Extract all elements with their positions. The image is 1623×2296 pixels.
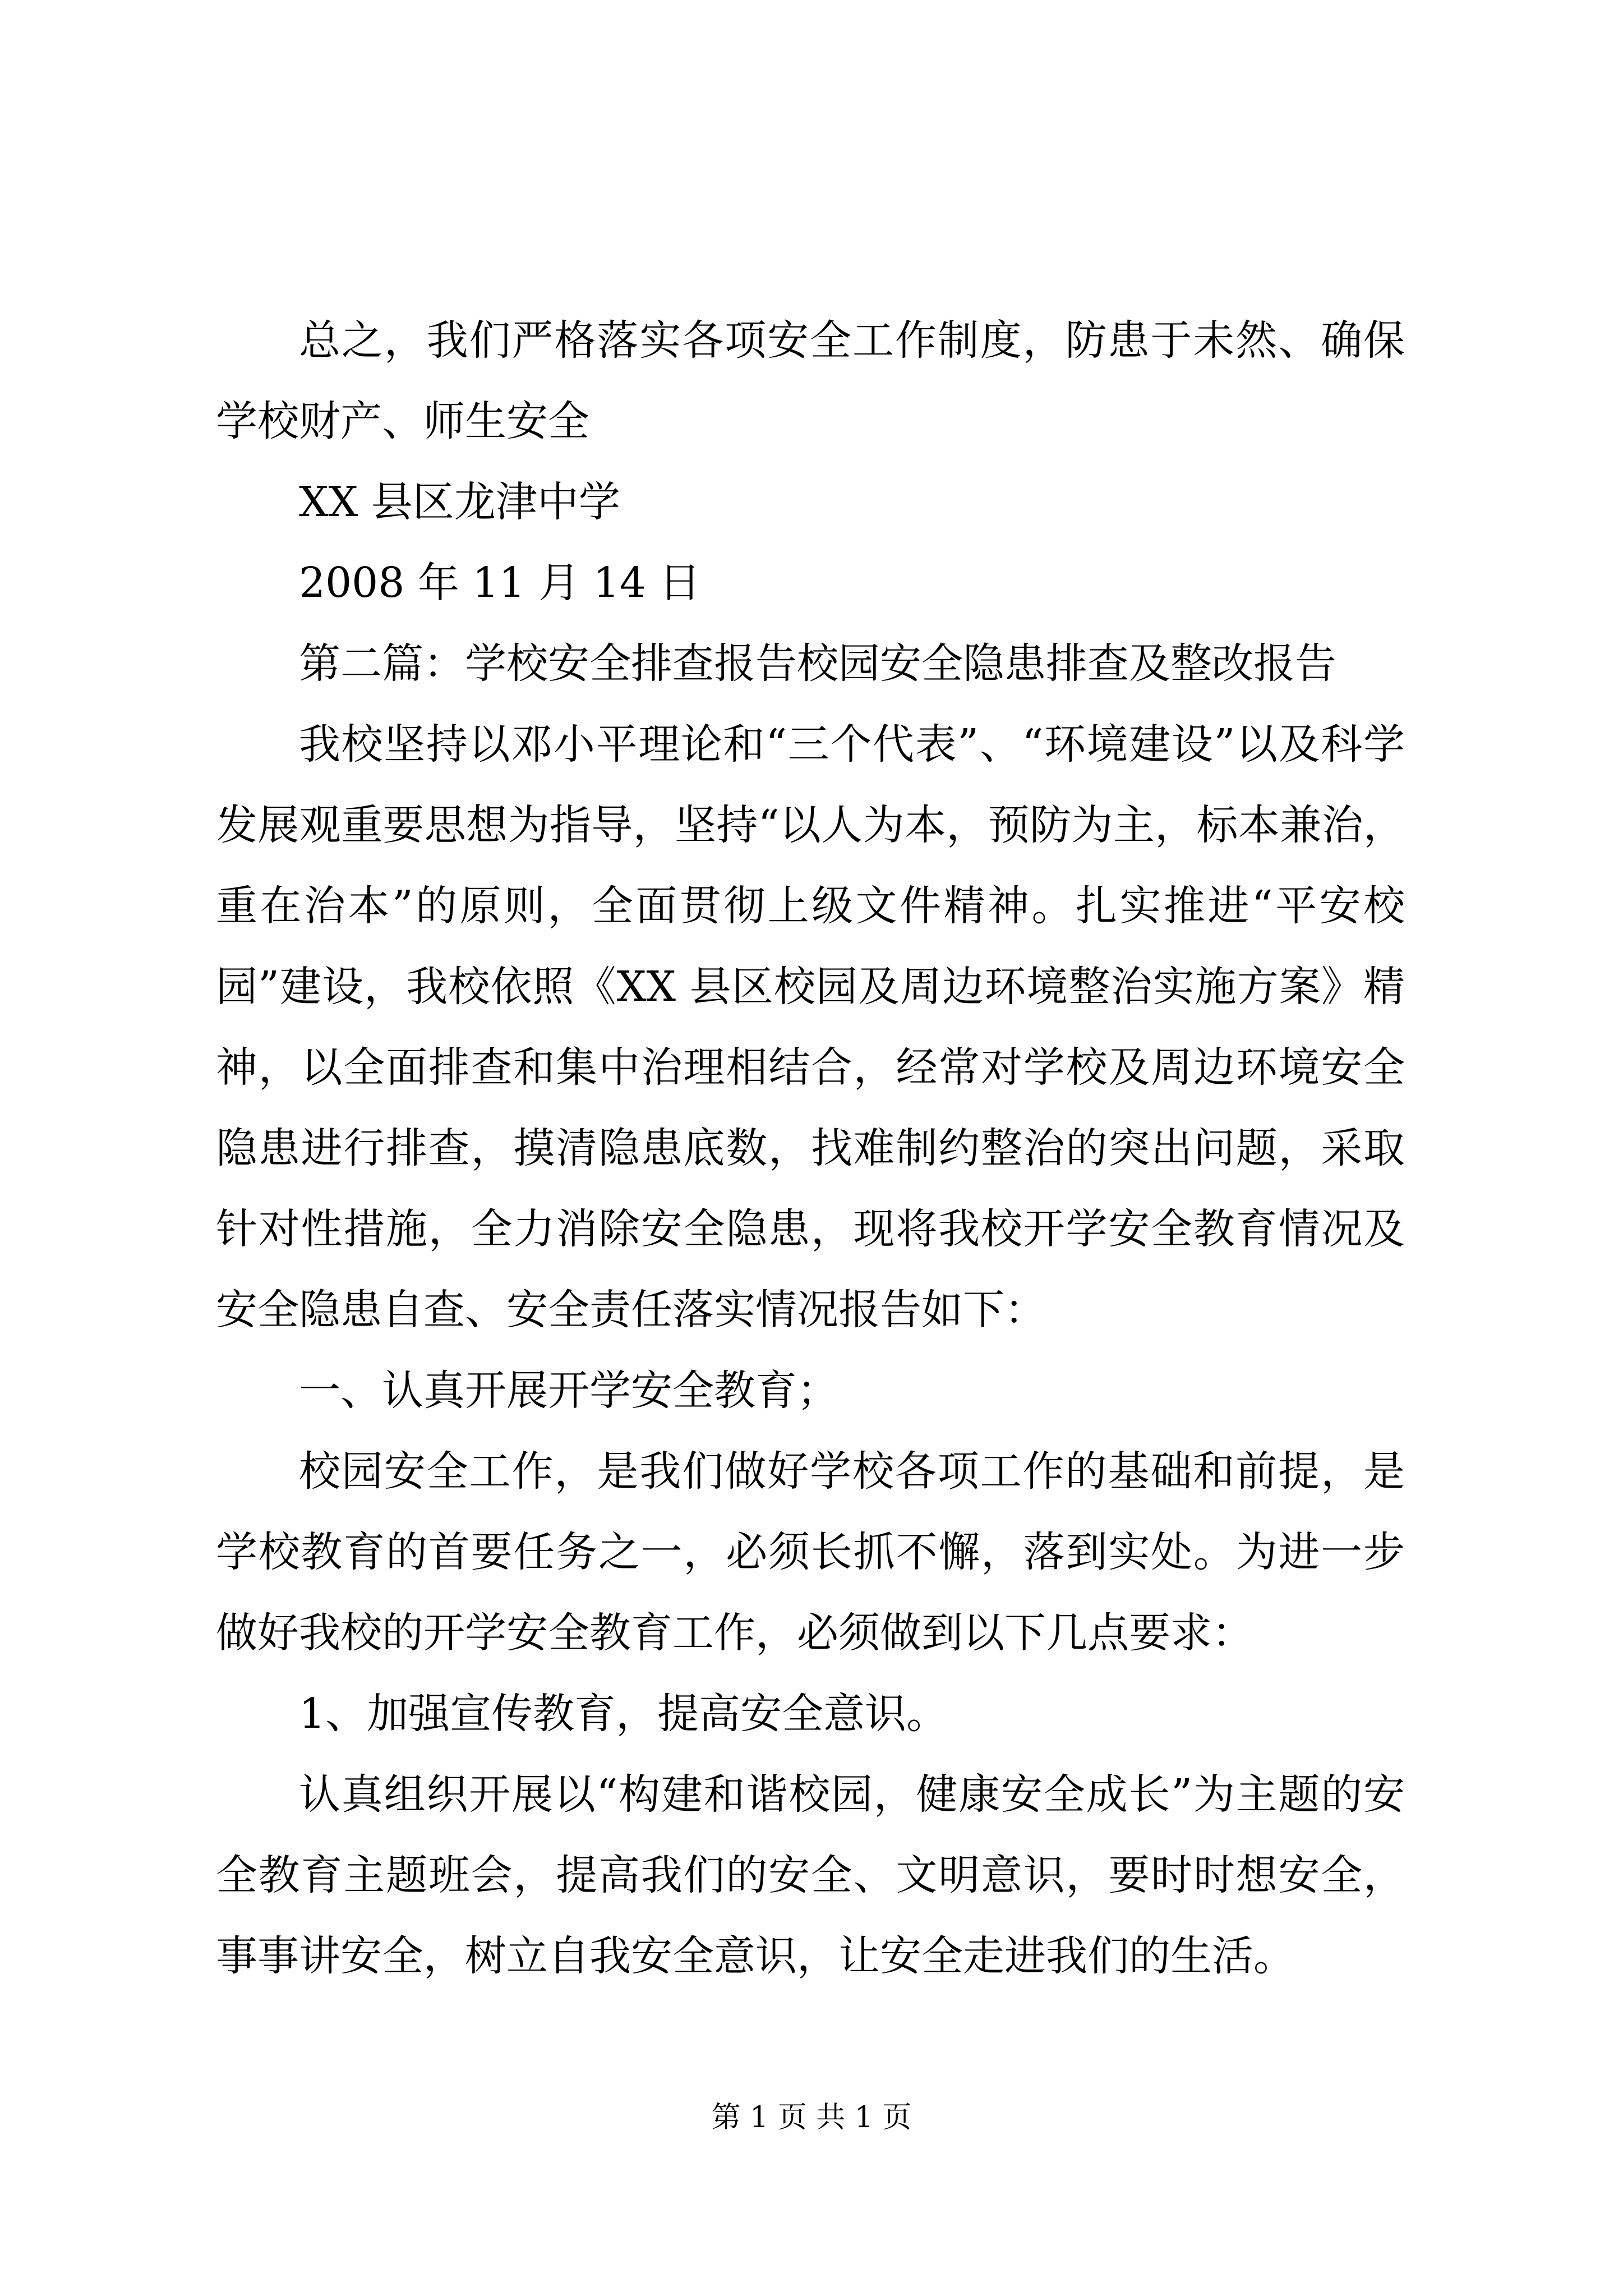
- paragraph-date: 2008 年 11 月 14 日: [299, 559, 701, 607]
- paragraph-school-name: XX 县区龙津中学: [299, 478, 620, 526]
- paragraph-class-meeting: 认真组织开展以“构建和谐校园，健康安全成长”为主题的安全教育主题班会，提高我们的安全、文明意识，要时时想安全，事事讲安全，树立自我安全意识，让安全走进我们的生活。: [216, 1770, 1405, 1980]
- paragraph-subheading-one: 1、加强宣传教育，提高安全意识。: [299, 1690, 948, 1738]
- paragraph-introduction: 我校坚持以邓小平理论和“三个代表”、“环境建设”以及科学发展观重要思想为指导，坚持“以人为本，预防为主，标本兼治，重在治本”的原则，全面贯彻上级文件精神。扎实推进“平安校园”建设，我校依照《XX 县区校园及周边环境整治实施方案》精神，以全面排查和集中治理相结合，经常对学校及周边环境安全隐患进行排查，摸清隐患底数，找难制约整治的突出问题，采取针对性措施，全力消除安全隐患，现将我校开学安全教育情况及安全隐患自查、安全责任落实情况报告如下：: [216, 720, 1405, 1334]
- paragraph-heading-one: 一、认真开展开学安全教育；: [299, 1366, 838, 1415]
- paragraph-safety-work: 校园安全工作，是我们做好学校各项工作的基础和前提，是学校教育的首要任务之一，必须长抓不懈，落到实处。为进一步做好我校的开学安全教育工作，必须做到以下几点要求：: [216, 1447, 1405, 1657]
- page-footer: 第 1 页 共 1 页: [711, 2101, 912, 2134]
- paragraph-summary: 总之，我们严格落实各项安全工作制度，防患于未然、确保学校财产、师生安全: [216, 316, 1405, 445]
- document-body: [216, 300, 1405, 1996]
- paragraph-section-title: 第二篇：学校安全排查报告校园安全隐患排查及整改报告: [299, 639, 1336, 688]
